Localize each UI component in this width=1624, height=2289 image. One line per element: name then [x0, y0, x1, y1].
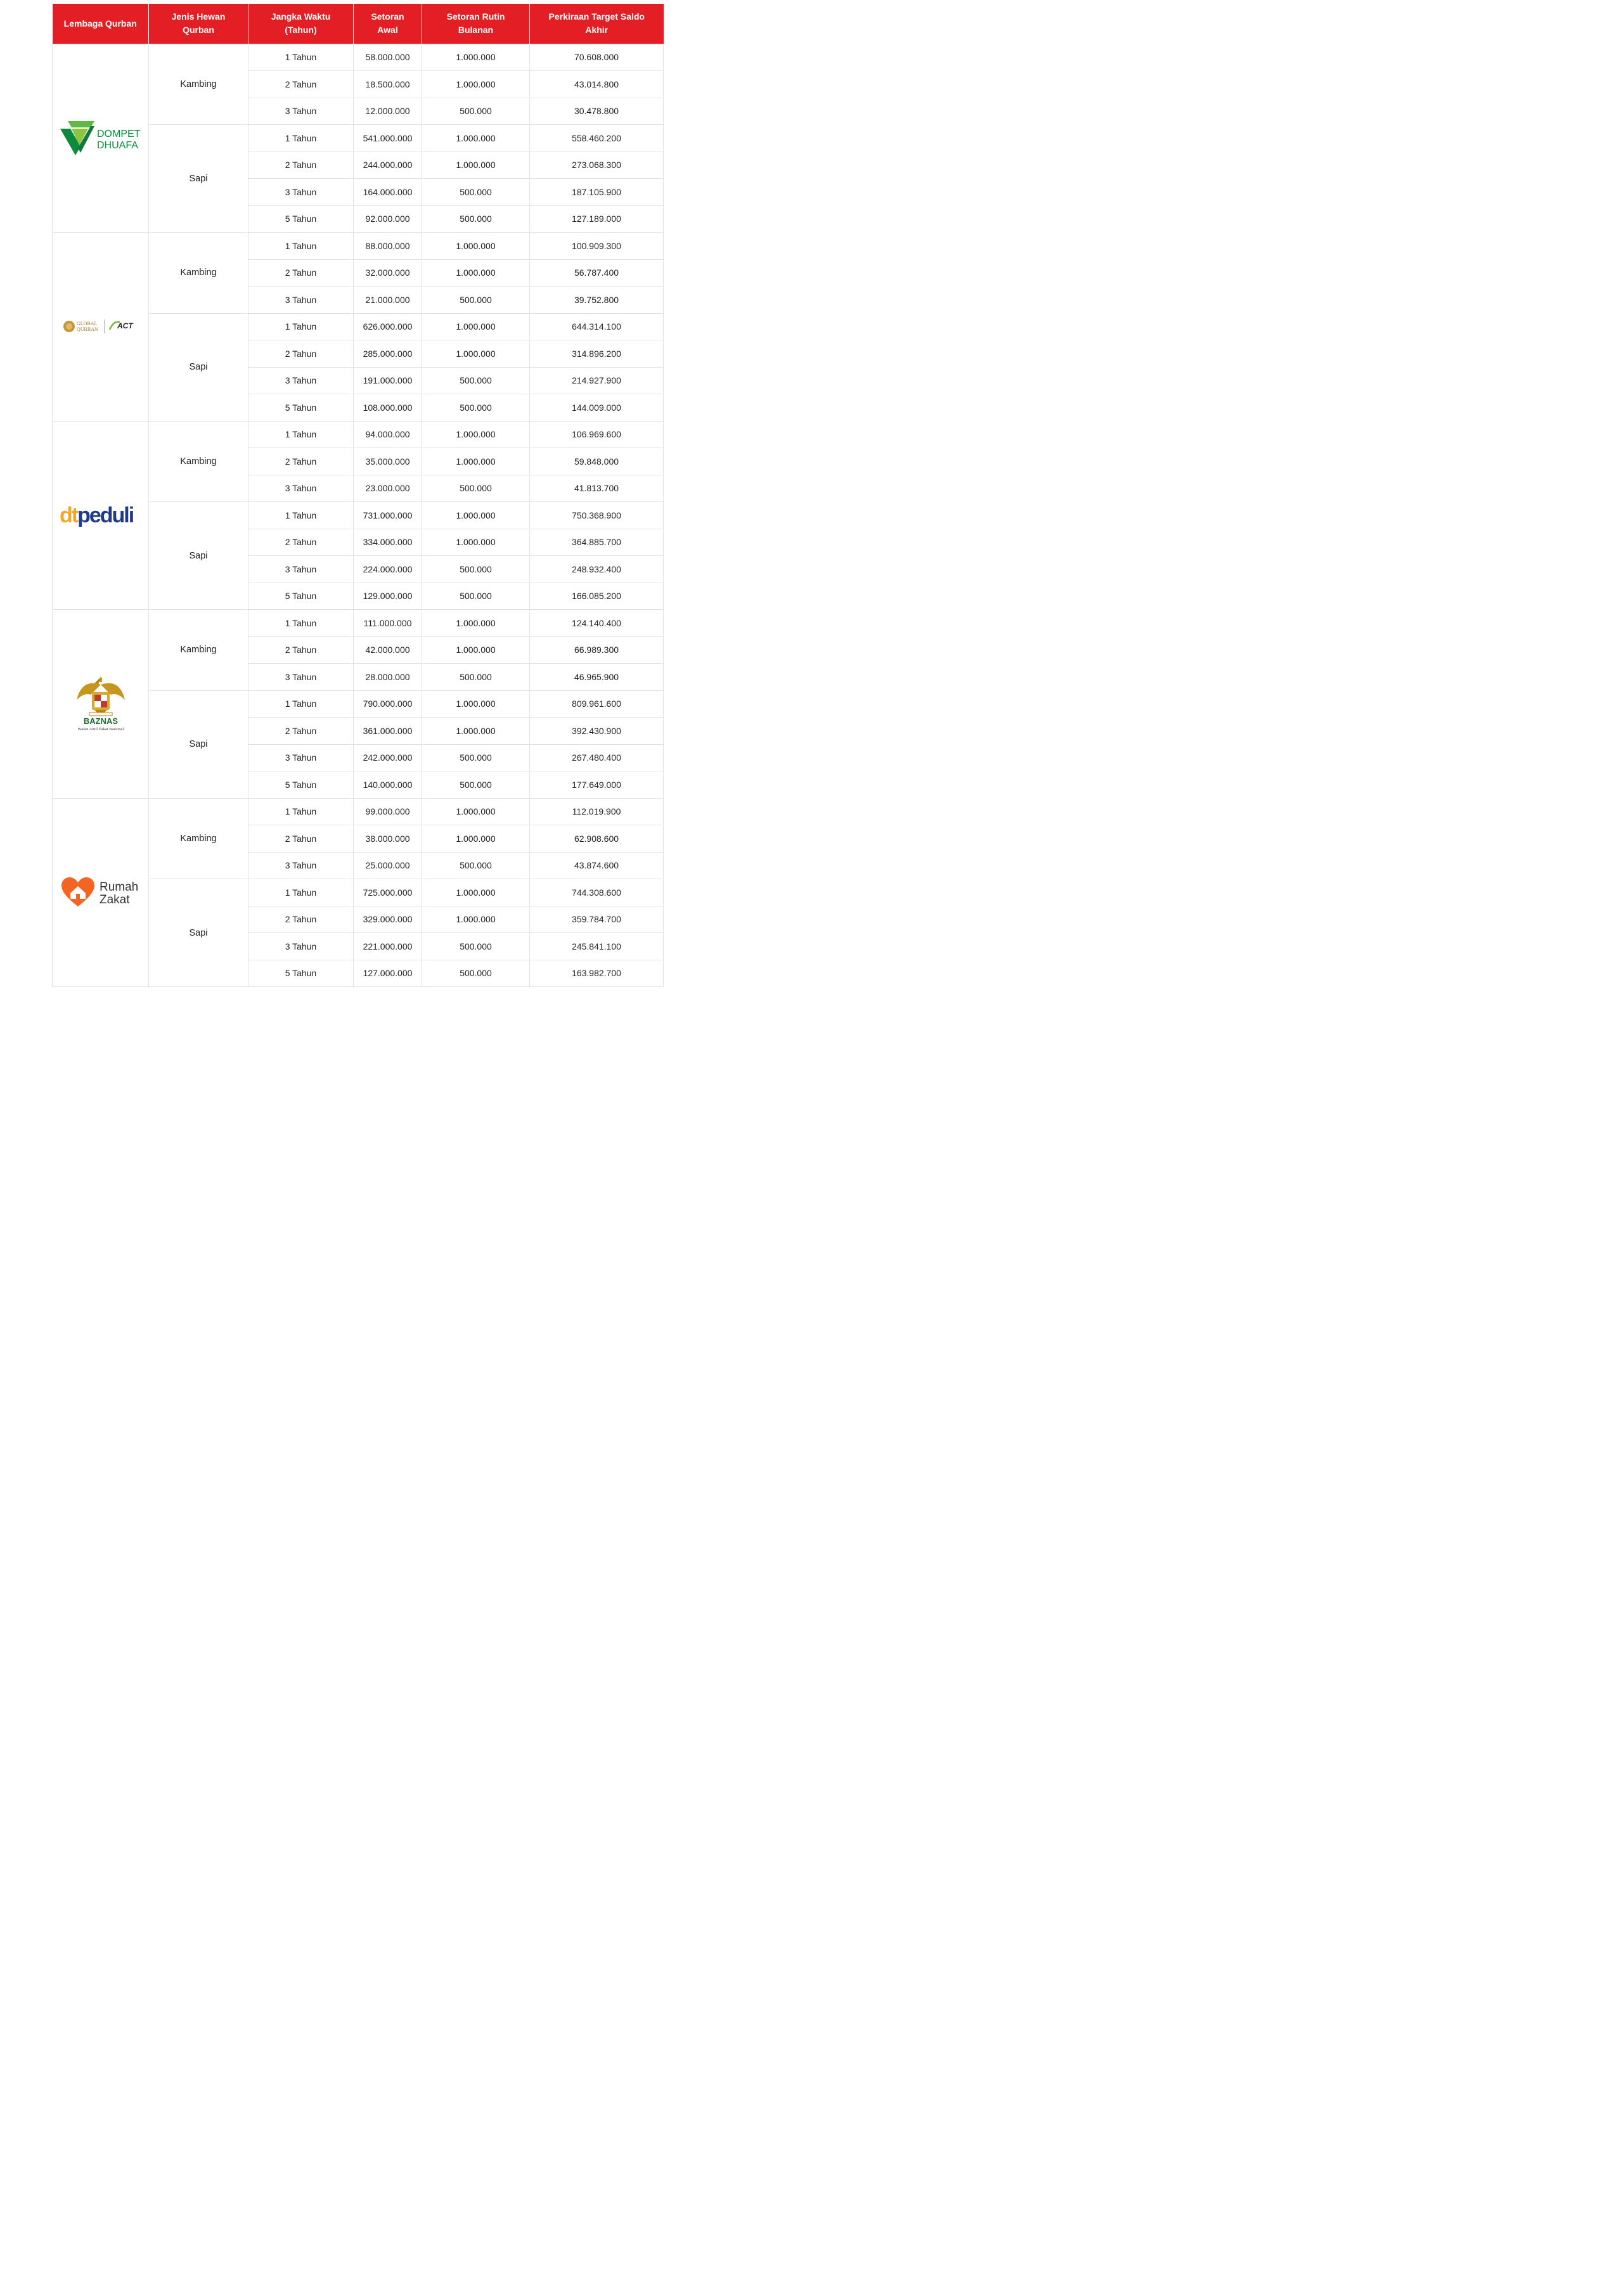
- col-header-jenis-line2: Qurban: [183, 25, 214, 35]
- col-header-setoran-rutin-line1: Setoran Rutin: [446, 11, 505, 22]
- jangka-waktu-cell: 1 Tahun: [248, 798, 354, 825]
- animal-type-cell: Sapi: [149, 313, 248, 421]
- target-saldo-cell: 43.014.800: [530, 71, 664, 98]
- target-saldo-cell: 100.909.300: [530, 233, 664, 260]
- jangka-waktu-cell: 2 Tahun: [248, 636, 354, 664]
- jangka-waktu-cell: 3 Tahun: [248, 179, 354, 206]
- jangka-waktu-cell: 5 Tahun: [248, 960, 354, 987]
- target-saldo-cell: 124.140.400: [530, 610, 664, 637]
- setoran-awal-cell: 285.000.000: [354, 340, 422, 368]
- target-saldo-cell: 187.105.900: [530, 179, 664, 206]
- dt-peduli-logo: [53, 503, 148, 528]
- jangka-waktu-cell: 2 Tahun: [248, 718, 354, 745]
- jangka-waktu-cell: 5 Tahun: [248, 583, 354, 610]
- rumah-zakat-heart-house-icon: [60, 876, 141, 909]
- setoran-rutin-cell: 1.000.000: [422, 825, 530, 853]
- global-qurban-act-logo: [53, 317, 148, 336]
- jangka-waktu-cell: 2 Tahun: [248, 340, 354, 368]
- setoran-awal-cell: 18.500.000: [354, 71, 422, 98]
- target-saldo-cell: 744.308.600: [530, 879, 664, 906]
- setoran-rutin-cell: 1.000.000: [422, 259, 530, 287]
- jangka-waktu-cell: 1 Tahun: [248, 502, 354, 529]
- jangka-waktu-cell: 2 Tahun: [248, 71, 354, 98]
- logo-text-3: ACT: [117, 321, 133, 331]
- setoran-rutin-cell: 1.000.000: [422, 879, 530, 906]
- setoran-rutin-cell: 1.000.000: [422, 340, 530, 368]
- target-saldo-cell: 273.068.300: [530, 152, 664, 179]
- setoran-awal-cell: 21.000.000: [354, 287, 422, 314]
- col-header-lembaga-text: Lembaga Qurban: [63, 18, 137, 29]
- logo-text-1: dt: [59, 503, 77, 527]
- col-header-setoran-awal-line2: Awal: [377, 25, 398, 35]
- rumah-zakat-logo: [53, 876, 148, 909]
- logo-text-2: DHUAFA: [96, 139, 138, 151]
- setoran-awal-cell: 92.000.000: [354, 205, 422, 233]
- jangka-waktu-cell: 1 Tahun: [248, 44, 354, 71]
- col-header-target-line2: Akhir: [585, 25, 609, 35]
- target-saldo-cell: 39.752.800: [530, 287, 664, 314]
- jangka-waktu-cell: 1 Tahun: [248, 421, 354, 448]
- setoran-awal-cell: 221.000.000: [354, 933, 422, 960]
- jangka-waktu-cell: 2 Tahun: [248, 259, 354, 287]
- logo-text-2: QURBAN: [76, 326, 98, 333]
- col-header-setoran-awal: [354, 4, 422, 44]
- setoran-awal-cell: 35.000.000: [354, 448, 422, 475]
- setoran-rutin-cell: 1.000.000: [422, 71, 530, 98]
- col-header-jangka-line2: (Tahun): [285, 25, 317, 35]
- setoran-rutin-cell: 1.000.000: [422, 448, 530, 475]
- setoran-rutin-cell: 500.000: [422, 475, 530, 502]
- target-saldo-cell: 558.460.200: [530, 125, 664, 152]
- target-saldo-cell: 359.784.700: [530, 906, 664, 933]
- target-saldo-cell: 127.189.000: [530, 205, 664, 233]
- col-header-jangka-waktu: [248, 4, 354, 44]
- jangka-waktu-cell: 3 Tahun: [248, 556, 354, 583]
- setoran-awal-cell: 58.000.000: [354, 44, 422, 71]
- setoran-awal-cell: 42.000.000: [354, 636, 422, 664]
- col-header-jenis-line1: Jenis Hewan: [171, 11, 226, 22]
- setoran-awal-cell: 129.000.000: [354, 583, 422, 610]
- target-saldo-cell: 62.908.600: [530, 825, 664, 853]
- animal-type-cell: Sapi: [149, 502, 248, 610]
- animal-type-cell: Sapi: [149, 690, 248, 798]
- setoran-awal-cell: 111.000.000: [354, 610, 422, 637]
- qurban-savings-table-container: [52, 4, 663, 987]
- lembaga-logo-cell: [53, 44, 149, 233]
- animal-type-cell: Kambing: [149, 233, 248, 314]
- setoran-rutin-cell: 1.000.000: [422, 233, 530, 260]
- jangka-waktu-cell: 2 Tahun: [248, 529, 354, 556]
- setoran-rutin-cell: 500.000: [422, 744, 530, 771]
- jangka-waktu-cell: 3 Tahun: [248, 744, 354, 771]
- dt-peduli-wordmark-icon: [60, 503, 142, 528]
- jangka-waktu-cell: 3 Tahun: [248, 287, 354, 314]
- target-saldo-cell: 70.608.000: [530, 44, 664, 71]
- setoran-rutin-cell: 1.000.000: [422, 502, 530, 529]
- setoran-awal-cell: 25.000.000: [354, 852, 422, 879]
- jangka-waktu-cell: 2 Tahun: [248, 152, 354, 179]
- setoran-rutin-cell: 500.000: [422, 394, 530, 422]
- setoran-rutin-cell: 1.000.000: [422, 529, 530, 556]
- col-header-jangka-line1: Jangka Waktu: [271, 11, 331, 22]
- setoran-rutin-cell: 500.000: [422, 664, 530, 691]
- target-saldo-cell: 163.982.700: [530, 960, 664, 987]
- setoran-awal-cell: 334.000.000: [354, 529, 422, 556]
- setoran-awal-cell: 32.000.000: [354, 259, 422, 287]
- setoran-awal-cell: 23.000.000: [354, 475, 422, 502]
- jangka-waktu-cell: 2 Tahun: [248, 825, 354, 853]
- setoran-rutin-cell: 500.000: [422, 179, 530, 206]
- animal-type-cell: Sapi: [149, 125, 248, 233]
- setoran-rutin-cell: 1.000.000: [422, 44, 530, 71]
- jangka-waktu-cell: 1 Tahun: [248, 233, 354, 260]
- logo-text-2: peduli: [77, 503, 133, 527]
- qurban-savings-table: [52, 4, 664, 987]
- setoran-awal-cell: 244.000.000: [354, 152, 422, 179]
- target-saldo-cell: 43.874.600: [530, 852, 664, 879]
- target-saldo-cell: 41.813.700: [530, 475, 664, 502]
- setoran-awal-cell: 28.000.000: [354, 664, 422, 691]
- col-header-setoran-awal-line1: Setoran: [371, 11, 404, 22]
- lembaga-logo-cell: [53, 233, 149, 422]
- logo-text-1: BAZNAS: [83, 716, 118, 726]
- target-saldo-cell: 809.961.600: [530, 690, 664, 718]
- setoran-awal-cell: 164.000.000: [354, 179, 422, 206]
- setoran-rutin-cell: 1.000.000: [422, 690, 530, 718]
- setoran-rutin-cell: 1.000.000: [422, 421, 530, 448]
- animal-type-cell: Kambing: [149, 610, 248, 691]
- jangka-waktu-cell: 3 Tahun: [248, 98, 354, 125]
- setoran-awal-cell: 38.000.000: [354, 825, 422, 853]
- setoran-rutin-cell: 1.000.000: [422, 152, 530, 179]
- global-qurban-act-emblem-icon: [61, 317, 140, 336]
- table-row: [53, 421, 664, 448]
- target-saldo-cell: 750.368.900: [530, 502, 664, 529]
- setoran-awal-cell: 329.000.000: [354, 906, 422, 933]
- animal-type-cell: Sapi: [149, 879, 248, 987]
- setoran-awal-cell: 140.000.000: [354, 771, 422, 799]
- jangka-waktu-cell: 2 Tahun: [248, 906, 354, 933]
- setoran-awal-cell: 94.000.000: [354, 421, 422, 448]
- setoran-rutin-cell: 500.000: [422, 98, 530, 125]
- target-saldo-cell: 177.649.000: [530, 771, 664, 799]
- jangka-waktu-cell: 1 Tahun: [248, 879, 354, 906]
- setoran-rutin-cell: 500.000: [422, 852, 530, 879]
- setoran-rutin-cell: 1.000.000: [422, 636, 530, 664]
- setoran-rutin-cell: 500.000: [422, 367, 530, 394]
- target-saldo-cell: 245.841.100: [530, 933, 664, 960]
- setoran-awal-cell: 108.000.000: [354, 394, 422, 422]
- target-saldo-cell: 267.480.400: [530, 744, 664, 771]
- setoran-rutin-cell: 1.000.000: [422, 313, 530, 340]
- setoran-awal-cell: 541.000.000: [354, 125, 422, 152]
- dt-peduli-wordmark: [60, 503, 134, 527]
- jangka-waktu-cell: 1 Tahun: [248, 690, 354, 718]
- target-saldo-cell: 248.932.400: [530, 556, 664, 583]
- setoran-rutin-cell: 500.000: [422, 933, 530, 960]
- garuda-emblem-icon: [63, 673, 139, 734]
- jangka-waktu-cell: 5 Tahun: [248, 205, 354, 233]
- setoran-awal-cell: 361.000.000: [354, 718, 422, 745]
- col-header-target-saldo: [530, 4, 664, 44]
- logo-text-2: Badan Amil Zakat Nasional: [77, 727, 124, 732]
- col-header-lembaga: [53, 4, 149, 44]
- setoran-rutin-cell: 1.000.000: [422, 906, 530, 933]
- lembaga-logo-cell: [53, 798, 149, 987]
- setoran-awal-cell: 731.000.000: [354, 502, 422, 529]
- table-row: [53, 44, 664, 71]
- target-saldo-cell: 30.478.800: [530, 98, 664, 125]
- setoran-awal-cell: 790.000.000: [354, 690, 422, 718]
- lembaga-logo-cell: [53, 421, 149, 610]
- setoran-rutin-cell: 500.000: [422, 556, 530, 583]
- setoran-rutin-cell: 1.000.000: [422, 798, 530, 825]
- target-saldo-cell: 46.965.900: [530, 664, 664, 691]
- target-saldo-cell: 106.969.600: [530, 421, 664, 448]
- jangka-waktu-cell: 5 Tahun: [248, 394, 354, 422]
- target-saldo-cell: 112.019.900: [530, 798, 664, 825]
- setoran-awal-cell: 725.000.000: [354, 879, 422, 906]
- header-row: [53, 4, 664, 44]
- setoran-rutin-cell: 1.000.000: [422, 125, 530, 152]
- jangka-waktu-cell: 3 Tahun: [248, 475, 354, 502]
- setoran-rutin-cell: 500.000: [422, 205, 530, 233]
- jangka-waktu-cell: 3 Tahun: [248, 367, 354, 394]
- setoran-awal-cell: 99.000.000: [354, 798, 422, 825]
- setoran-rutin-cell: 500.000: [422, 287, 530, 314]
- table-header: [53, 4, 664, 44]
- setoran-rutin-cell: 1.000.000: [422, 610, 530, 637]
- jangka-waktu-cell: 1 Tahun: [248, 313, 354, 340]
- target-saldo-cell: 392.430.900: [530, 718, 664, 745]
- table-row: [53, 798, 664, 825]
- table-body: [53, 44, 664, 987]
- dompet-dhuafa-logo: [53, 120, 148, 157]
- setoran-awal-cell: 626.000.000: [354, 313, 422, 340]
- setoran-awal-cell: 88.000.000: [354, 233, 422, 260]
- jangka-waktu-cell: 1 Tahun: [248, 610, 354, 637]
- setoran-rutin-cell: 1.000.000: [422, 718, 530, 745]
- col-header-target-line1: Perkiraan Target Saldo: [548, 11, 645, 22]
- target-saldo-cell: 314.896.200: [530, 340, 664, 368]
- animal-type-cell: Kambing: [149, 421, 248, 502]
- jangka-waktu-cell: 3 Tahun: [248, 933, 354, 960]
- setoran-awal-cell: 191.000.000: [354, 367, 422, 394]
- table-row: [53, 233, 664, 260]
- animal-type-cell: Kambing: [149, 44, 248, 125]
- setoran-awal-cell: 224.000.000: [354, 556, 422, 583]
- target-saldo-cell: 364.885.700: [530, 529, 664, 556]
- animal-type-cell: Kambing: [149, 798, 248, 879]
- jangka-waktu-cell: 2 Tahun: [248, 448, 354, 475]
- dompet-dhuafa-emblem-icon: [59, 120, 143, 157]
- col-header-setoran-rutin-line2: Bulanan: [458, 25, 494, 35]
- target-saldo-cell: 144.009.000: [530, 394, 664, 422]
- setoran-awal-cell: 242.000.000: [354, 744, 422, 771]
- jangka-waktu-cell: 1 Tahun: [248, 125, 354, 152]
- setoran-rutin-cell: 500.000: [422, 583, 530, 610]
- target-saldo-cell: 66.989.300: [530, 636, 664, 664]
- target-saldo-cell: 59.848.000: [530, 448, 664, 475]
- lembaga-logo-cell: [53, 610, 149, 799]
- logo-text-1: GLOBAL: [76, 321, 97, 327]
- target-saldo-cell: 214.927.900: [530, 367, 664, 394]
- col-header-setoran-rutin: [422, 4, 530, 44]
- logo-text-2: Zakat: [99, 893, 130, 906]
- setoran-awal-cell: 12.000.000: [354, 98, 422, 125]
- jangka-waktu-cell: 3 Tahun: [248, 852, 354, 879]
- col-header-jenis-hewan: [149, 4, 248, 44]
- logo-text-1: Rumah: [99, 880, 138, 894]
- target-saldo-cell: 56.787.400: [530, 259, 664, 287]
- baznas-logo: [53, 673, 148, 734]
- jangka-waktu-cell: 3 Tahun: [248, 664, 354, 691]
- target-saldo-cell: 166.085.200: [530, 583, 664, 610]
- table-row: [53, 610, 664, 637]
- setoran-rutin-cell: 500.000: [422, 771, 530, 799]
- jangka-waktu-cell: 5 Tahun: [248, 771, 354, 799]
- target-saldo-cell: 644.314.100: [530, 313, 664, 340]
- setoran-rutin-cell: 500.000: [422, 960, 530, 987]
- logo-text-1: DOMPET: [96, 128, 140, 139]
- setoran-awal-cell: 127.000.000: [354, 960, 422, 987]
